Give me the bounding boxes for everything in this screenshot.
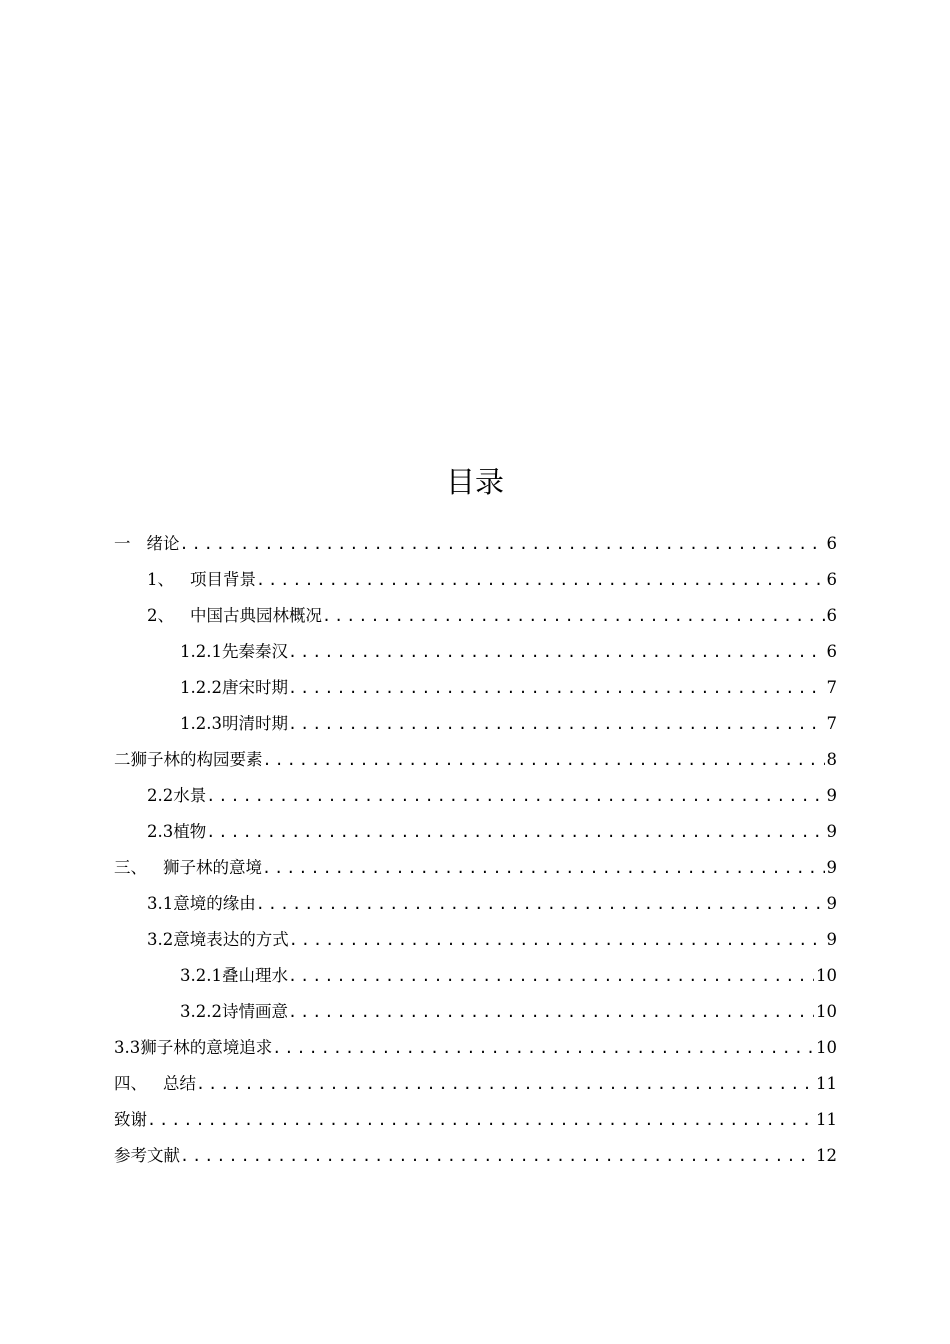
toc-entry-number: 2.3 [147,822,174,841]
toc-dot-leader [322,598,825,634]
toc-entry-page: 6 [826,534,837,553]
toc-entry[interactable] [114,1066,837,1102]
toc-entry-page: 9 [826,822,837,841]
toc-entry[interactable] [114,886,837,922]
toc-entry-number: 1、 [147,570,174,589]
toc-entry-page: 7 [826,714,837,733]
toc-entry-page: 10 [816,1002,837,1021]
toc-dot-leader [256,562,825,598]
toc-entry-number: 三、 [114,858,147,877]
toc-entry-number: 2、 [147,606,174,625]
toc-entry-number: 3.2 [147,930,174,949]
toc-entry-label: 唐宋时期 [221,678,288,697]
toc-entry-label: 致谢 [114,1110,147,1129]
toc-entry-page: 11 [816,1110,837,1129]
toc-entry-label: 意境表达的方式 [173,930,289,949]
toc-entry-page: 6 [826,606,837,625]
toc-entry-label: 诗情画意 [221,1002,288,1021]
toc-entry-page: 8 [826,750,837,769]
toc-entry[interactable] [114,634,837,670]
toc-entry[interactable] [114,742,837,778]
toc-entry-page: 10 [816,966,837,985]
toc-dot-leader [180,526,825,562]
toc-entry-page: 7 [826,678,837,697]
toc-dot-leader [288,670,825,706]
toc-entry[interactable] [114,850,837,886]
toc-dot-leader [196,1066,814,1102]
toc-entry-label: 绪论 [146,534,180,553]
toc-entry[interactable] [114,598,837,634]
toc-entry[interactable] [114,1138,837,1174]
toc-entry-number: 1.2.3 [180,714,222,733]
toc-entry[interactable] [114,706,837,742]
toc-entry[interactable] [114,1102,837,1138]
toc-dot-leader [288,634,825,670]
toc-entry-label: 植物 [173,822,207,841]
toc-entry-label: 狮子林的意境追求 [140,1038,273,1057]
toc-entry-page: 6 [826,642,837,661]
toc-dot-leader [206,814,824,850]
toc-entry[interactable] [114,994,837,1030]
toc-dot-leader [289,922,825,958]
toc-entry-number: 3.1 [147,894,174,913]
toc-dot-leader [147,1102,814,1138]
toc-entry-number: 一 [114,534,131,553]
toc-dot-leader [206,778,824,814]
toc-entry-number: 1.2.2 [180,678,222,697]
toc-entry-label: 明清时期 [221,714,288,733]
toc-entry-number: 1.2.1 [180,642,222,661]
toc-entry-label: 项目背景 [190,570,256,589]
toc-entry-page: 6 [826,570,837,589]
toc-entry-label: 意境的缘由 [173,894,256,913]
toc-dot-leader [256,886,825,922]
toc-entry-label: 狮子林的意境 [163,858,262,877]
toc-entry-label: 叠山理水 [221,966,288,985]
toc-entry-label: 参考文献 [114,1146,180,1165]
toc-list [114,526,837,1174]
toc-entry-number: 四、 [114,1074,147,1093]
toc-entry-page: 11 [816,1074,837,1093]
toc-entry[interactable] [114,958,837,994]
toc-entry-page: 12 [816,1146,837,1165]
toc-entry-label: 总结 [163,1074,196,1093]
toc-entry[interactable] [114,922,837,958]
toc-dot-leader [272,1030,814,1066]
toc-entry[interactable] [114,1030,837,1066]
toc-dot-leader [263,742,825,778]
toc-dot-leader [288,958,814,994]
toc-entry-number: 二 [114,750,131,769]
toc-entry-number: 3.2.2 [180,1002,222,1021]
toc-dot-leader [288,706,825,742]
toc-entry-page: 9 [826,894,837,913]
toc-entry-number: 3.3 [114,1038,141,1057]
toc-entry-number: 3.2.1 [180,966,222,985]
toc-entry-label: 先秦秦汉 [221,642,288,661]
toc-entry[interactable] [114,562,837,598]
toc-entry[interactable] [114,670,837,706]
toc-entry-label: 水景 [173,786,207,805]
toc-entry[interactable] [114,778,837,814]
toc-dot-leader [180,1138,814,1174]
toc-entry-page: 9 [826,858,837,877]
toc-entry-label: 中国古典园林概况 [190,606,322,625]
toc-dot-leader [288,994,814,1030]
toc-dot-leader [262,850,825,886]
toc-entry[interactable] [114,814,837,850]
toc-entry[interactable] [114,526,837,562]
toc-title: 目录 [445,465,504,499]
toc-entry-number: 2.2 [147,786,174,805]
toc-entry-label: 狮子林的构园要素 [130,750,263,769]
toc-entry-page: 9 [826,930,837,949]
toc-entry-page: 10 [816,1038,837,1057]
toc-entry-page: 9 [826,786,837,805]
